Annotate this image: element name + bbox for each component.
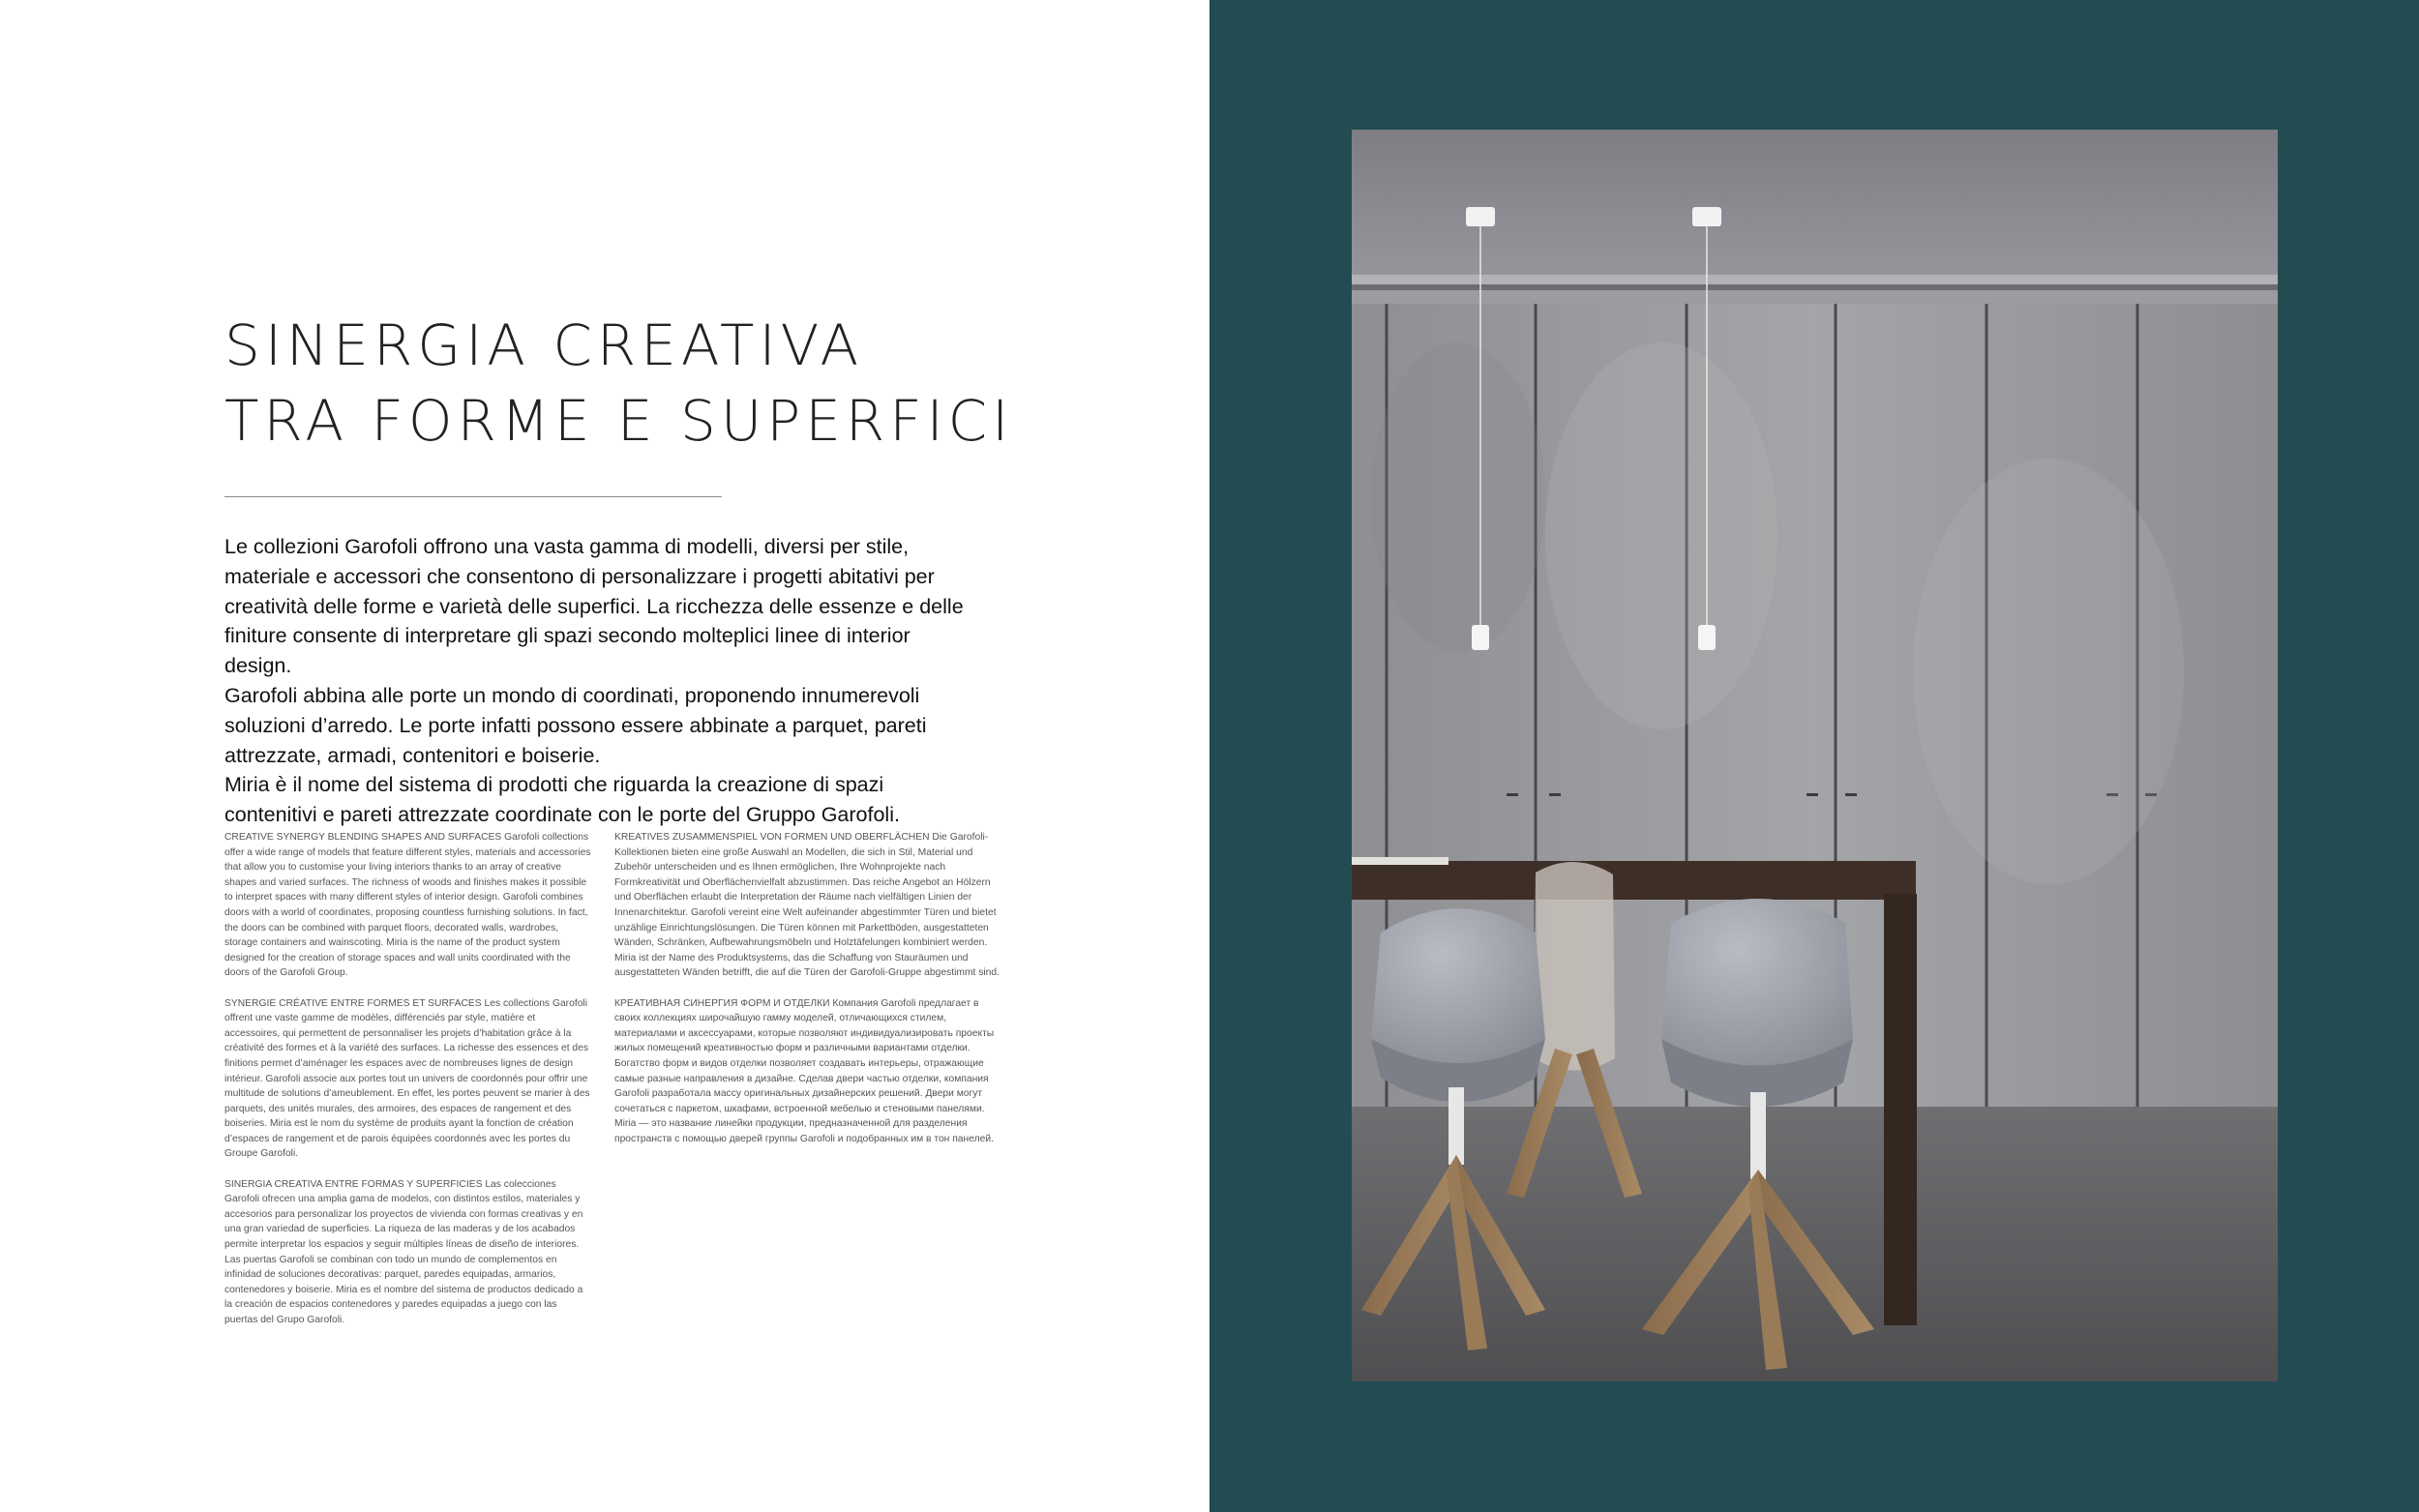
intro-paragraph-3: Miria è il nome del sistema di prodotti che riguarda la creazione di spazi contenitivi e pareti attrezzate coordinate con le porte del Gruppo Garofoli.	[224, 773, 900, 827]
translation-text-english: Garofoli collections offer a wide range of models that feature different styles, materials and accessories that allow you to customise your living interiors thanks to an array of creative shapes and varied surfaces. The richness of woods and finishes makes it possible to interpret spaces with many different styles of interior design. Garofoli combines doors with a world of coordinates, proposing countless furnishing solutions. In fact, the doors can be combined with parquet floors, decorated walls, wardrobes, storage containers and wainscoting. Miria is the name of the product system designed for the creation of storage spaces and wall units coordinated with the doors of the Garofoli Group.	[224, 832, 591, 979]
translation-heading-russian: КРЕАТИВНАЯ СИНЕРГИЯ ФОРМ И ОТДЕЛКИ	[614, 997, 830, 1009]
translation-text-russian: Компания Garofoli предлагает в своих коллекциях широчайшую гамму моделей, отличающихся стилем, материалами и аксессуарами, которые позволяют индивидуализировать проекты жилых помещений креативностью форм и различными вариантами отделки. Богатство форм и видов отделки позволяет создавать интерьеры, отражающие самые разные направления в дизайне. Сделав двери частью отделки, компания Garofoli разработала массу оригинальных дизайнерских решений. Двери могут сочетаться с паркетом, шкафами, встроенной мебелью и стеновыми панелями. Miria — это название линейки продукции, предназначенной для разделения пространств с помощью дверей группы Garofoli и подобранных им в тон панелей.	[614, 997, 995, 1144]
translation-text-spanish: Las colecciones Garofoli ofrecen una amplia gama de modelos, con distintos estilos, materiales y accesorios para personalizar los proyectos de vivienda con formas creativas y en una gran variedad de superficies. La riqueza de las maderas y de los acabados permite interpretar los espacios y seguir múltiples líneas de diseño de interiores. Las puertas Garofoli se combinan con todo un mundo de complementos en infinidad de soluciones decorativas: parquet, paredes equipadas, armarios, contenedores y boiserie. Miria es el nombre del sistema de productos dedicado a la creación de espacios contenedores y paredes equipadas a juego con las puertas del Grupo Garofoli.	[224, 1178, 583, 1325]
title-divider	[224, 496, 722, 497]
title-line-1: SINERGIA CREATIVA	[224, 312, 864, 378]
interior-photo	[1352, 130, 2278, 1381]
translation-heading-spanish: SINERGIA CREATIVA ENTRE FORMAS Y SUPERFICIES	[224, 1178, 483, 1190]
page-title	[224, 308, 1095, 459]
translation-heading-french: SYNERGIE CRÉATIVE ENTRE FORMES ET SURFACES	[224, 997, 482, 1009]
translation-spanish	[224, 1177, 592, 1328]
translation-text-french: Les collections Garofoli offrent une vaste gamme de modèles, différenciés par style, matière et accessoires, qui permettent de personnaliser les projets d’habitation grâce à la créativité des formes et à la variété des surfaces. La richesse des essences et des finitions permet d’aménager les espaces avec de nombreuses lignes de design intérieur. Garofoli associe aux portes tout un univers de coordonnés pour offrir une multitude de solutions d’ameublement. En effet, les portes peuvent se marier à des parquets, des unités murales, des armoires, des espaces de rangement et des boiseries. Miria est le nom du système de produits ayant la fonction de création d’espaces de rangement et de parois équipées coordonnés avec les portes du Groupe Garofoli.	[224, 997, 590, 1160]
translation-text-german: Die Garofoli-Kollektionen bieten eine große Auswahl an Modellen, die sich in Stil, Material und Zubehör unterscheiden und es Ihnen ermöglichen, Ihre Wohnprojekte nach Formkreativität und Oberflächenvielfalt abzustimmen. Das reiche Angebot an Hölzern und Oberflächen erlaubt die Interpretation der Räume nach vielfältigen Linien der Innenarchitektur. Garofoli vereint eine Welt aufeinander abgestimmter Türen und bietet unzählige Einrichtungslösungen. Die Türen können mit Parkettböden, ausgestatteten Wänden, Schränken, Aufbewahrungsmöbeln und Holztäfelungen kombiniert werden. Miria ist der Name des Produktsystems, das die Schaffung von Stauräumen und ausgestatteten Wänden betrifft, die auf die Türen der Garofoli-Gruppe abgestimmt sind.	[614, 832, 1000, 979]
translation-heading-english: CREATIVE SYNERGY BLENDING SHAPES AND SURFACES	[224, 832, 502, 843]
translation-english	[224, 830, 592, 981]
translation-german	[614, 830, 1001, 981]
ceiling	[1352, 130, 2278, 275]
intro-text	[224, 532, 979, 830]
intro-paragraph-1: Le collezioni Garofoli offrono una vasta gamma di modelli, diversi per stile, materiale e accessori che consentono di personalizzare i progetti abitativi per creatività delle forme e varietà delle superfici. La ricchezza delle essenze e delle finiture consente di interpretare gli spazi secondo molteplici linee di interior design.	[224, 535, 964, 678]
translation-column-left	[224, 830, 592, 1343]
interior-photo-illustration	[1352, 130, 2278, 1381]
title-line-2: TRA FORME E SUPERFICI	[224, 388, 1014, 454]
intro-paragraph-2: Garofoli abbina alle porte un mondo di coordinati, proponendo innumerevoli soluzioni d’arredo. Le porte infatti possono essere abbinate a parquet, pareti attrezzate, armadi, contenitori e boiserie.	[224, 683, 927, 767]
translation-french	[224, 996, 592, 1163]
translation-column-right	[614, 830, 1001, 1162]
translation-heading-german: KREATIVES ZUSAMMENSPIEL VON FORMEN UND OBERFLÄCHEN	[614, 832, 930, 843]
translation-russian	[614, 996, 1001, 1147]
